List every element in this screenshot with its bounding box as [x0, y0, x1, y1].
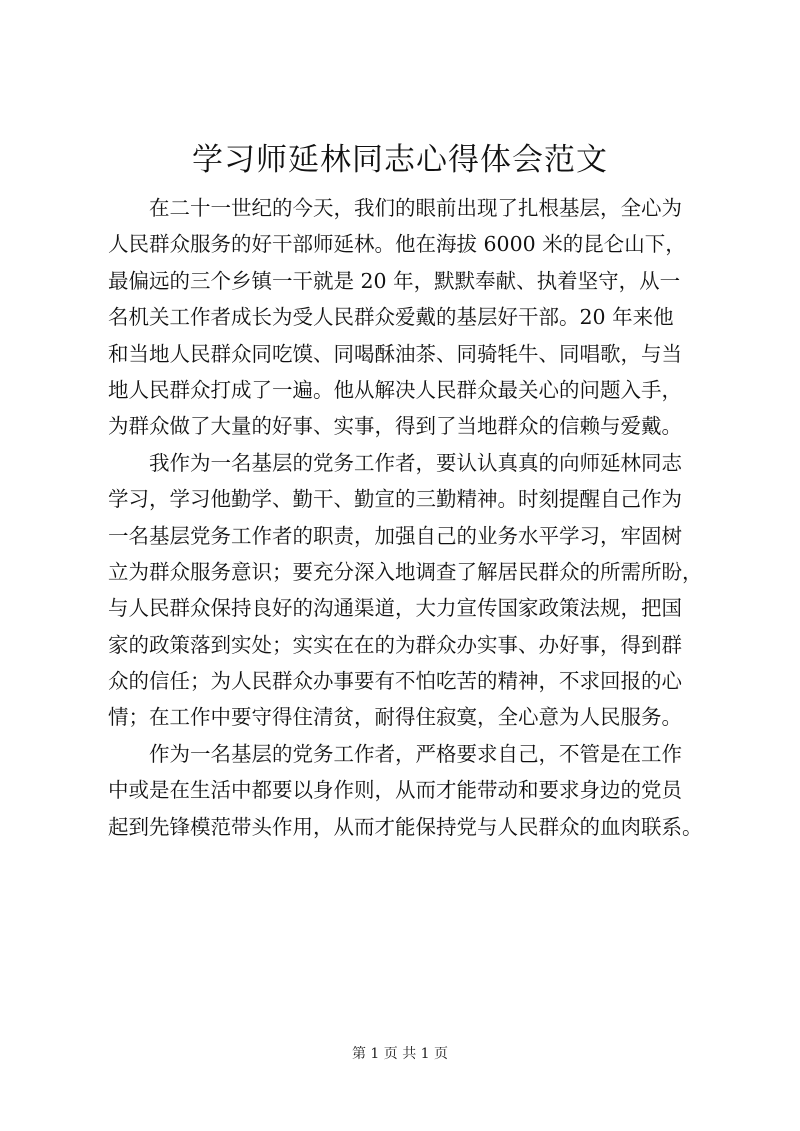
- text-line: 学习，学习他勤学、勤干、勤宣的三勤精神。时刻提醒自己作为: [108, 487, 682, 512]
- text-line: 最偏远的三个乡镇一干就是 20 年，默默奉献、执着坚守，从一: [108, 268, 681, 293]
- text-line: 立为群众服务意识；要充分深入地调查了解居民群众的所需所盼，: [108, 559, 703, 584]
- text-line: 作为一名基层的党务工作者，严格要求自己，不管是在工作: [149, 741, 682, 766]
- text-line: 家的政策落到实处；实实在在的为群众办实事、办好事，得到群: [108, 632, 682, 657]
- text-line: 人民群众服务的好干部师延林。他在海拔 6000 米的昆仑山下，: [108, 232, 686, 257]
- page-footer: 第 1 页 共 1 页: [351, 1046, 449, 1062]
- text-line: 众的信任；为人民群众办事要有不怕吃苦的精神，不求回报的心: [108, 669, 682, 694]
- text-line: 名机关工作者成长为受人民群众爱戴的基层好干部。20 年来他: [108, 305, 674, 330]
- text-line: 我作为一名基层的党务工作者，要认认真真的向师延林同志: [149, 450, 682, 475]
- text-line: 起到先锋模范带头作用，从而才能保持党与人民群众的血肉联系。: [108, 814, 703, 839]
- text-line: 一名基层党务工作者的职责，加强自己的业务水平学习，牢固树: [108, 523, 682, 548]
- text-line: 为群众做了大量的好事、实事，得到了当地群众的信赖与爱戴。: [108, 414, 682, 439]
- text-line: 和当地人民群众同吃馍、同喝酥油茶、同骑牦牛、同唱歌，与当: [108, 341, 682, 366]
- text-line: 情；在工作中要守得住清贫，耐得住寂寞，全心意为人民服务。: [108, 705, 682, 730]
- text-line: 在二十一世纪的今天，我们的眼前出现了扎根基层，全心为: [149, 196, 682, 220]
- document-title: 学习师延林同志心得体会范文: [192, 142, 608, 178]
- text-line: 与人民群众保持良好的沟通渠道，大力宣传国家政策法规，把国: [108, 596, 682, 621]
- document-body: [108, 190, 718, 845]
- text-line: 中或是在生活中都要以身作则，从而才能带动和要求身边的党员: [108, 778, 682, 803]
- text-line: 地人民群众打成了一遍。他从解决人民群众最关心的问题入手，: [108, 377, 682, 402]
